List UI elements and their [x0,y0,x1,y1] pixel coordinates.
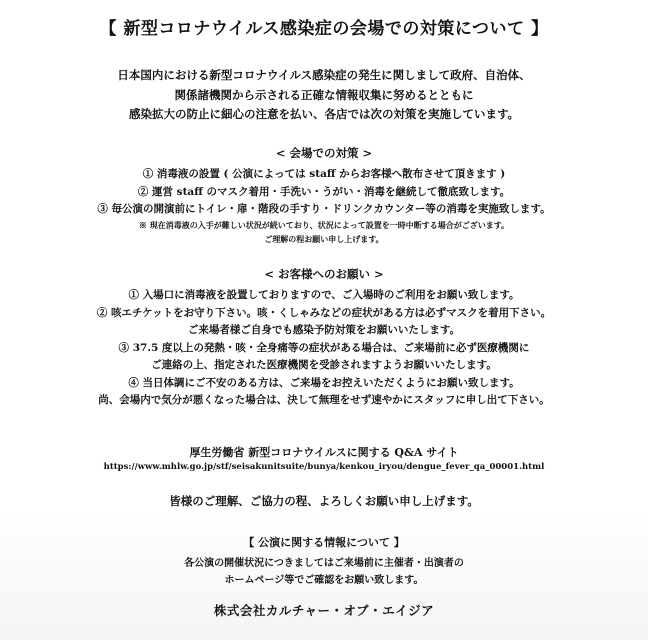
performance-info-heading: 【 公演に関する情報について 】 [243,536,405,549]
list-item: ご来場者様ご自身でも感染予防対策をお願いいたします。 [187,324,461,336]
guest-requests-list [0,287,648,410]
venue-measures-heading: < 会場での対策 > [275,146,373,160]
thanks-message: 皆様のご理解、ご協力の程、よろしくお願い申し上げます。 [169,494,479,508]
company-name: 株式会社カルチャー・オブ・エイジア [213,603,435,618]
performance-info-body [0,555,648,589]
list-item: ① 入場口に消毒液を設置しておりますので、ご入場時のご利用をお願い致します。 [128,289,520,301]
intro-line: 感染拡大の防止に細心の注意を払い、各店では次の対策を実施しています。 [128,107,520,121]
list-item: ② 運営 staff のマスク着用・手洗い・うがい・消毒を継続して徹底致します。 [137,185,511,198]
note-line: ※ 現在消毒液の入手が難しい状況が続いており、状況によって設置を一時中断する場合がございます。 [138,220,510,230]
note-line: ご理解の程お願い申し上げます。 [264,234,384,244]
list-item: ③ 37.5 度以上の発熱・咳・全身痛等の症状がある場合は、ご来場前に必ず医療機関に [118,341,530,354]
list-item: ④ 当日体調にご不安のある方は、ご来場をお控えいただくようにお願い致します。 [128,376,520,389]
list-item: 尚、会場内で気分が悪くなった場合は、決して無理をせず速やかにスタッフに申し出て下さい。 [98,394,550,406]
mhlw-qa-url[interactable]: https://www.mhlw.go.jp/stf/seisakunitsuite/bunya/kenkou_iryou/dengue_fever_qa_00001.html [103,462,545,472]
intro-line: 関係諸機関から示される正確な情報収集に努めるとともに [174,87,474,102]
performance-info-line: ホームページ等でご確認をお願い致します。 [224,575,424,586]
venue-note [0,218,648,246]
page-title: 【 新型コロナウイルス感染症の会場での対策について 】 [99,19,549,39]
mhlw-qa-title: 厚生労働省 新型コロナウイルスに関する Q&A サイト [189,446,459,459]
list-item: ② 咳エチケットをお守り下さい。咳・くしゃみなどの症状がある方は必ずマスクを着用下さい。 [96,306,552,319]
list-item: ① 消毒液の設置 ( 公演によっては staff からお客様へ散布させて頂きます ) [142,168,506,180]
intro-line: 日本国内における新型コロナウイルス感染症の発生に関しまして政府、自治体、 [117,68,531,82]
list-item: ③ 毎公演の開演前にトイレ・扉・階段の手すり・ドリンクカウンター等の消毒を実施致します。 [97,203,551,215]
intro-paragraph [0,66,648,125]
performance-info-line: 各公演の開催状況につきましてはご来場前に主催者・出演者の [184,558,464,569]
list-item: ご連絡の上、指定された医療機関を受診されますようお願いいたします。 [151,359,497,371]
venue-measures-list [0,166,648,219]
guest-requests-heading: < お客様へのお願い > [264,267,384,281]
